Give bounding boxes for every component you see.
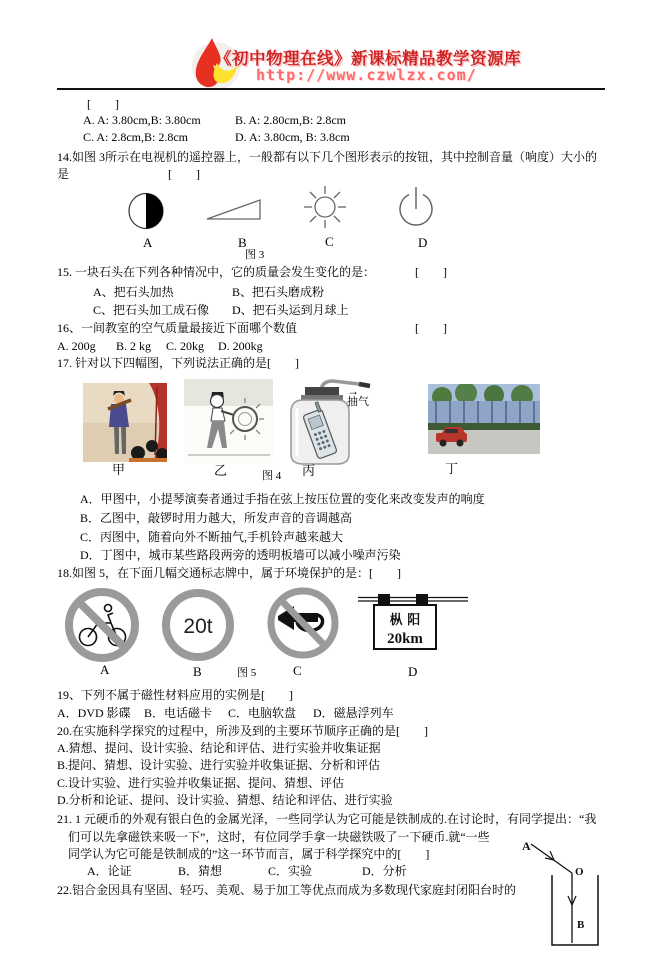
fig5-label-c: C <box>293 663 302 678</box>
sign-d-place-name: 枞 阳 <box>389 613 421 628</box>
q18-text: 18.如图 5，在下面几幅交通标志牌中，属于环境保护的是：[ ] <box>57 566 401 580</box>
power-icon <box>395 185 437 231</box>
q17-option-d: D．丁图中，城市某些路段两旁的透明板墙可以减小噪声污染 <box>80 548 401 562</box>
q16-option-c: C. 20kg <box>166 339 205 353</box>
q19-option-d: D．磁悬浮列车 <box>313 706 394 720</box>
q15-option-b: B、把石头磨成粉 <box>232 285 325 299</box>
q15-option-c: C、把石头加工成石像 <box>93 303 210 317</box>
no-horn-sign <box>266 586 340 660</box>
fig3-label-a: A <box>143 235 153 250</box>
q15-option-d: D、把石头运到月球上 <box>232 303 349 317</box>
ray-label-b: B <box>577 919 585 931</box>
q13-option-c: C. A: 2.8cm,B: 2.8cm <box>83 130 188 144</box>
fig4-label-yi: 乙 <box>214 463 228 478</box>
q21-option-c: C．实验 <box>268 864 313 878</box>
sign-d-distance: 20km <box>387 631 423 647</box>
jar-pump-label: 抽气 <box>347 396 369 408</box>
q13-answer-bracket: [ ] <box>87 97 119 111</box>
site-title: 《初中物理在线》新课标精品教学资源库 <box>215 49 521 68</box>
q14-text-line2: 是 <box>57 167 70 181</box>
q13-option-b: B. A: 2.80cm,B: 2.8cm <box>235 113 346 127</box>
volume-wedge-icon <box>205 196 263 222</box>
fig5-label-a: A <box>100 662 110 677</box>
ray-label-a: A <box>522 839 531 853</box>
fig3-label-c: C <box>325 234 334 249</box>
q21-option-a: A．论证 <box>87 864 132 878</box>
weight-limit-sign <box>161 588 235 662</box>
q17-option-c: C．丙图中，随着向外不断抽气,手机铃声越来越大 <box>80 530 344 544</box>
q13-option-a: A. A: 3.80cm,B: 3.80cm <box>83 113 201 127</box>
q14-answer-bracket: [ ] <box>168 167 200 181</box>
destination-distance-sign <box>358 592 468 654</box>
q20-text: 20.在实施科学探究的过程中，所涉及到的主要环节顺序正确的是[ ] <box>57 724 428 738</box>
fig3-label-d: D <box>418 235 428 250</box>
fig5-label-d: D <box>408 664 418 679</box>
fig4-label-jia: 甲 <box>112 462 126 477</box>
photo-phone-in-vacuum-jar <box>281 376 376 466</box>
q19-option-a: A．DVD 影碟 <box>57 706 131 720</box>
q21-option-b: B．猜想 <box>178 864 223 878</box>
pump-arrow-icon: → <box>347 384 359 398</box>
photo-violinist-on-stage <box>83 383 167 462</box>
q16-option-a: A. 200g <box>57 339 96 353</box>
fig4-label-ding: 丁 <box>445 461 459 476</box>
q21-option-d: D．分析 <box>362 864 407 878</box>
q22-text: 22.铝合金因具有坚固、轻巧、美观、易于加工等优点而成为多数现代家庭封闭阳台时的 <box>57 883 517 897</box>
fig5-label-b: B <box>193 664 202 679</box>
contrast-icon <box>127 192 165 230</box>
light-ray-beaker-diagram <box>498 832 660 954</box>
q19-text: 19、下列不属于磁性材料应用的实例是[ ] <box>57 688 293 702</box>
q19-option-b: B．电话磁卡 <box>144 706 213 720</box>
q17-text: 17. 针对以下四幅图，下列说法正确的是[ ] <box>57 356 299 370</box>
q19-option-c: C．电脑软盘 <box>228 706 297 720</box>
no-bicycle-sign <box>64 587 140 663</box>
ray-label-o: O <box>575 866 584 878</box>
weight-limit-text: 20t <box>183 615 213 638</box>
site-url: http://www.czwlzx.com/ <box>256 66 477 84</box>
fig5-caption: 图 5 <box>237 667 257 679</box>
q21-text-line2: 们可以先拿磁铁来吸一下”，这时，有位同学手拿一块磁铁吸了一下硬币.就“一些 <box>68 830 490 844</box>
fig4-label-bing: 丙 <box>302 463 316 478</box>
q16-answer-bracket: [ ] <box>415 321 447 335</box>
q20-option-b: B.提问、猜想、设计实验、进行实验并收集证据、分析和评估 <box>57 758 381 772</box>
q17-option-a: A．甲图中，小提琴演奏者通过手指在弦上按压位置的变化来改变发声的响度 <box>80 492 485 506</box>
q13-option-d: D. A: 3.80cm, B: 3.8cm <box>235 130 350 144</box>
q14-text-line1: 14.如图 3所示在电视机的遥控器上，一般都有以下几个图形表示的按钮，其中控制音量（响度）大小的 <box>57 150 598 164</box>
q15-option-a: A、把石头加热 <box>93 285 174 299</box>
q21-text-line3: 同学认为它可能是铁制成的”这一环节而言，属于科学探究中的[ ] <box>68 847 430 861</box>
photo-road-noise-barrier <box>428 384 540 454</box>
q20-option-d: D.分析和论证、提问、设计实验、猜想、结论和评估、进行实验 <box>57 793 393 807</box>
q16-option-d: D. 200kg <box>218 339 263 353</box>
q20-option-a: A.猜想、提问、设计实验、结论和评估、进行实验并收集证据 <box>57 741 381 755</box>
header-divider <box>57 88 605 90</box>
photo-boy-striking-gong <box>184 379 273 463</box>
q15-answer-bracket: [ ] <box>415 265 447 279</box>
q16-text: 16、一间教室的空气质量最接近下面哪个数值 <box>57 321 298 335</box>
fig3-label-b: B <box>238 235 247 250</box>
q20-option-c: C.设计实验、进行实验并收集证据、提问、猜想、评估 <box>57 776 345 790</box>
q15-text: 15. 一块石头在下列各种情况中，它的质量会发生变化的是： <box>57 265 376 279</box>
fig3-caption: 图 3 <box>245 249 265 261</box>
q16-option-b: B. 2 kg <box>116 339 152 353</box>
beaker-outline <box>552 875 598 945</box>
fig4-caption: 图 4 <box>262 470 282 482</box>
q17-option-b: B．乙图中，敲锣时用力越大，所发声音的音调越高 <box>80 511 353 525</box>
q21-text-line1: 21. 1 元硬币的外观有银白色的金属光泽，一些同学认为它可能是铁制成的.在讨论时，有同学提出：“我 <box>57 812 597 826</box>
brightness-sun-icon <box>302 185 348 229</box>
